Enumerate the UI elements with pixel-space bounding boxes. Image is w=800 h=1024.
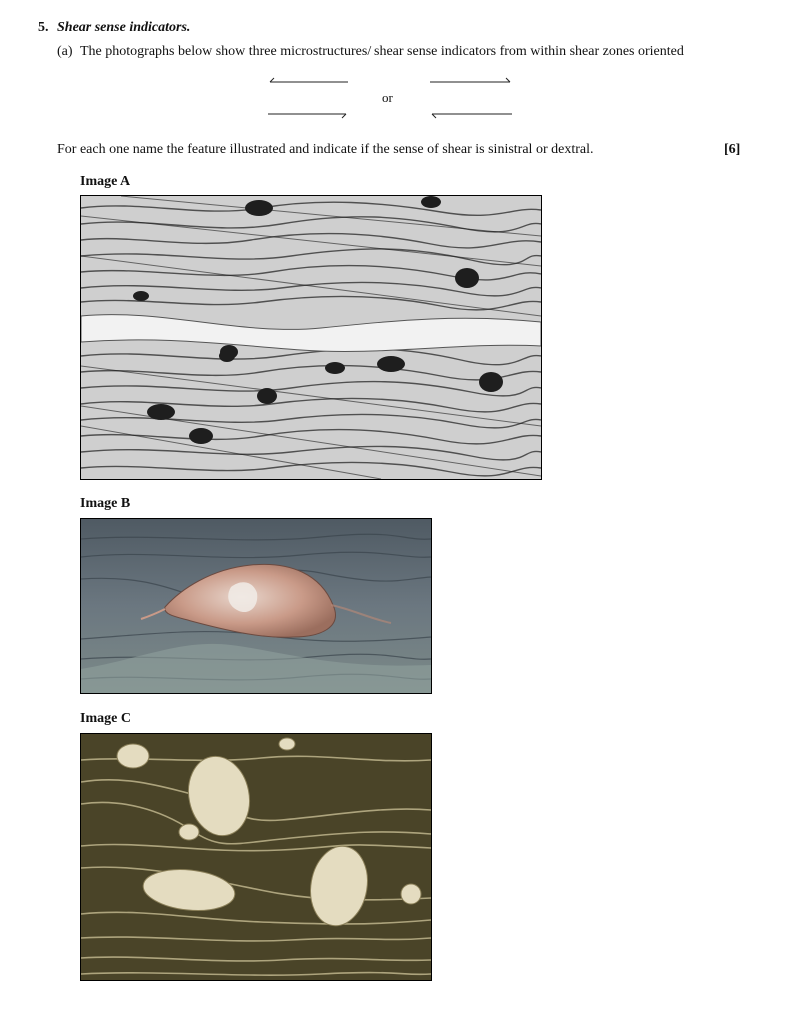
question-number: 5. [38,20,49,35]
question-title: Shear sense indicators. [57,20,191,35]
part-label: (a) [57,44,73,59]
dextral-arrows-diagram [428,74,514,120]
image-b-label: Image B [80,496,131,511]
marks-badge: [6] [724,142,741,157]
or-label: or [382,90,393,105]
image-c-photo [80,733,432,981]
instruction-text: For each one name the feature illustrated and indicate if the sense of shear is sinistral or dextral. [57,142,594,157]
image-a-photo [80,195,542,480]
image-c-label: Image C [80,711,131,726]
part-text: The photographs below show three microstructures/ shear sense indicators from within shear zones oriented [80,44,684,59]
sinistral-arrows-diagram [266,74,350,120]
image-a-label: Image A [80,174,131,189]
image-b-photo [80,518,432,694]
